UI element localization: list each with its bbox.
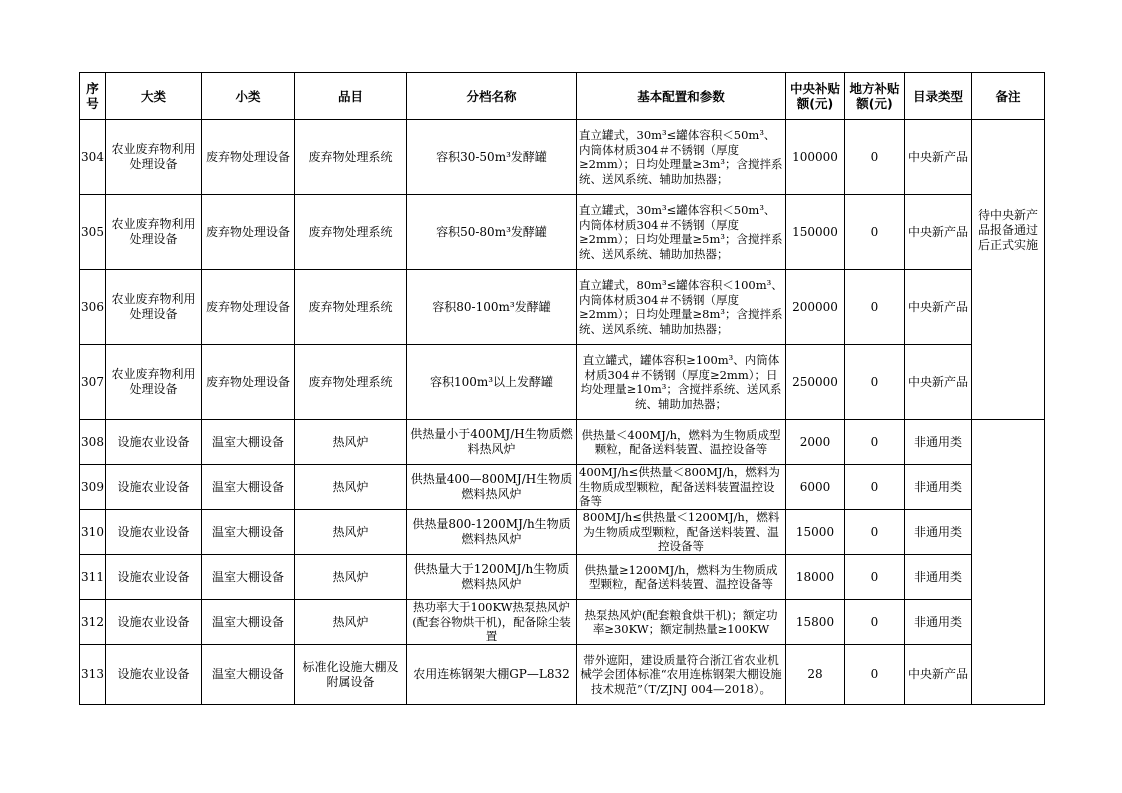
row-item: 热风炉 <box>295 465 407 510</box>
row-item: 废弃物处理系统 <box>295 120 407 195</box>
row-central-subsidy: 15000 <box>786 510 845 555</box>
header-central-subsidy: 中央补贴额(元) <box>786 73 845 120</box>
row-subcategory: 温室大棚设备 <box>202 555 295 600</box>
table-row <box>80 600 1045 645</box>
row-config: 直立罐式，30m³≤罐体容积＜50m³、内筒体材质304＃不锈钢（厚度≥2mm）；日均处理量≥5m³；含搅拌系统、送风系统、辅助加热器； <box>579 203 783 261</box>
row-subcategory: 废弃物处理设备 <box>202 120 295 195</box>
row-subcategory: 温室大棚设备 <box>202 600 295 645</box>
row-local-subsidy: 0 <box>845 195 905 270</box>
row-category: 设施农业设备 <box>106 645 202 705</box>
row-config: 带外遮阳，建设质量符合浙江省农业机械学会团体标准“农用连栋钢架大棚设施技术规范”（T/ZJNJ 004—2018）。 <box>580 652 782 696</box>
row-central-subsidy: 15800 <box>786 600 845 645</box>
table-row <box>80 645 1045 705</box>
row-category: 设施农业设备 <box>106 465 202 510</box>
row-seq: 310 <box>80 510 106 555</box>
table-row <box>80 345 1045 420</box>
header-category: 大类 <box>106 73 202 120</box>
row-seq: 307 <box>80 345 106 420</box>
row-grade-name: 容积80-100m³发酵罐 <box>407 270 577 345</box>
row-central-subsidy: 250000 <box>786 345 845 420</box>
header-local-subsidy: 地方补贴额(元) <box>845 73 905 120</box>
row-category: 农业废弃物利用处理设备 <box>106 270 202 345</box>
row-seq: 304 <box>80 120 106 195</box>
row-local-subsidy: 0 <box>845 510 905 555</box>
header-subcategory: 小类 <box>202 73 295 120</box>
header-grade-name: 分档名称 <box>407 73 577 120</box>
header-remark: 备注 <box>972 73 1045 120</box>
table-row <box>80 465 1045 510</box>
header-config: 基本配置和参数 <box>577 73 786 120</box>
row-config: 800MJ/h≤供热量＜1200MJ/h，燃料为生物质成型颗粒，配备送料装置、温控设备等 <box>582 510 780 554</box>
table-row <box>80 420 1045 465</box>
row-category: 设施农业设备 <box>106 555 202 600</box>
row-local-subsidy: 0 <box>845 270 905 345</box>
row-grade-name: 农用连栋钢架大棚GP—L832 <box>407 645 577 705</box>
subsidy-table <box>79 72 1045 705</box>
row-catalog-type: 非通用类 <box>905 420 972 465</box>
row-local-subsidy: 0 <box>845 600 905 645</box>
remark-empty <box>972 420 1045 705</box>
row-catalog-type: 中央新产品 <box>905 645 972 705</box>
row-category: 设施农业设备 <box>106 510 202 555</box>
row-grade-name: 容积30-50m³发酵罐 <box>407 120 577 195</box>
row-local-subsidy: 0 <box>845 345 905 420</box>
row-subcategory: 温室大棚设备 <box>202 420 295 465</box>
row-item: 热风炉 <box>295 420 407 465</box>
row-config: 供热量＜400MJ/h，燃料为生物质成型颗粒，配备送料装置、温控设备等 <box>581 427 781 456</box>
row-item: 热风炉 <box>295 510 407 555</box>
remark-merged: 待中央新产品报备通过后正式实施 <box>972 120 1045 420</box>
row-central-subsidy: 100000 <box>786 120 845 195</box>
row-grade-name: 供热量大于1200MJ/h生物质燃料热风炉 <box>407 555 577 600</box>
table-row <box>80 510 1045 555</box>
row-catalog-type: 中央新产品 <box>905 195 972 270</box>
row-grade-name: 热功率大于100KW热泵热风炉(配套谷物烘干机)，配备除尘装置 <box>412 600 571 644</box>
table-row <box>80 195 1045 270</box>
row-subcategory: 温室大棚设备 <box>202 645 295 705</box>
row-central-subsidy: 6000 <box>786 465 845 510</box>
row-seq: 309 <box>80 465 106 510</box>
row-local-subsidy: 0 <box>845 465 905 510</box>
table-row <box>80 270 1045 345</box>
row-catalog-type: 非通用类 <box>905 600 972 645</box>
row-config: 直立罐式，罐体容积≥100m³、内筒体材质304＃不锈钢（厚度≥2mm）；日均处理量≥10m³；含搅拌系统、送风系统、辅助加热器； <box>580 353 782 411</box>
row-seq: 313 <box>80 645 106 705</box>
row-config: 供热量≥1200MJ/h，燃料为生物质成型颗粒，配备送料装置、温控设备等 <box>584 562 778 591</box>
row-seq: 305 <box>80 195 106 270</box>
row-local-subsidy: 0 <box>845 645 905 705</box>
row-grade-name: 容积100m³以上发酵罐 <box>407 345 577 420</box>
row-subcategory: 温室大棚设备 <box>202 465 295 510</box>
row-config: 直立罐式，80m³≤罐体容积＜100m³、内筒体材质304＃不锈钢（厚度≥2mm）；日均处理量≥8m³；含搅拌系统、送风系统、辅助加热器； <box>579 278 783 336</box>
row-category: 农业废弃物利用处理设备 <box>106 120 202 195</box>
row-central-subsidy: 200000 <box>786 270 845 345</box>
row-catalog-type: 中央新产品 <box>905 345 972 420</box>
row-item: 热风炉 <box>295 600 407 645</box>
row-catalog-type: 非通用类 <box>905 555 972 600</box>
row-category: 农业废弃物利用处理设备 <box>106 195 202 270</box>
table-header-row <box>80 73 1045 120</box>
row-local-subsidy: 0 <box>845 120 905 195</box>
row-catalog-type: 中央新产品 <box>905 270 972 345</box>
row-item: 废弃物处理系统 <box>295 345 407 420</box>
row-subcategory: 废弃物处理设备 <box>202 270 295 345</box>
row-item: 废弃物处理系统 <box>295 270 407 345</box>
row-config: 热泵热风炉(配套粮食烘干机)；额定功率≥30KW；额定制热量≥100KW <box>584 607 778 636</box>
row-seq: 311 <box>80 555 106 600</box>
table-row <box>80 120 1045 195</box>
row-item: 标准化设施大棚及附属设备 <box>295 645 407 705</box>
row-central-subsidy: 150000 <box>786 195 845 270</box>
row-seq: 306 <box>80 270 106 345</box>
row-item: 热风炉 <box>295 555 407 600</box>
row-grade-name: 供热量400—800MJ/H生物质燃料热风炉 <box>407 465 577 510</box>
row-subcategory: 温室大棚设备 <box>202 510 295 555</box>
header-catalog-type: 目录类型 <box>905 73 972 120</box>
row-central-subsidy: 28 <box>786 645 845 705</box>
row-subcategory: 废弃物处理设备 <box>202 345 295 420</box>
header-item: 品目 <box>295 73 407 120</box>
row-catalog-type: 中央新产品 <box>905 120 972 195</box>
row-category: 设施农业设备 <box>106 600 202 645</box>
row-catalog-type: 非通用类 <box>905 465 972 510</box>
row-seq: 308 <box>80 420 106 465</box>
table-row <box>80 555 1045 600</box>
row-category: 农业废弃物利用处理设备 <box>106 345 202 420</box>
row-seq: 312 <box>80 600 106 645</box>
row-central-subsidy: 18000 <box>786 555 845 600</box>
row-grade-name: 容积50-80m³发酵罐 <box>407 195 577 270</box>
row-local-subsidy: 0 <box>845 420 905 465</box>
row-grade-name: 供热量小于400MJ/H生物质燃料热风炉 <box>407 420 577 465</box>
row-grade-name: 供热量800-1200MJ/h生物质燃料热风炉 <box>407 510 577 555</box>
row-subcategory: 废弃物处理设备 <box>202 195 295 270</box>
row-catalog-type: 非通用类 <box>905 510 972 555</box>
row-config: 直立罐式，30m³≤罐体容积＜50m³、内筒体材质304＃不锈钢（厚度≥2mm）；日均处理量≥3m³；含搅拌系统、送风系统、辅助加热器； <box>579 128 783 186</box>
row-central-subsidy: 2000 <box>786 420 845 465</box>
row-local-subsidy: 0 <box>845 555 905 600</box>
row-item: 废弃物处理系统 <box>295 195 407 270</box>
row-category: 设施农业设备 <box>106 420 202 465</box>
header-seq: 序号 <box>80 73 106 120</box>
row-config: 400MJ/h≤供热量＜800MJ/h，燃料为生物质成型颗粒，配备送料装置温控设备等 <box>579 465 780 509</box>
